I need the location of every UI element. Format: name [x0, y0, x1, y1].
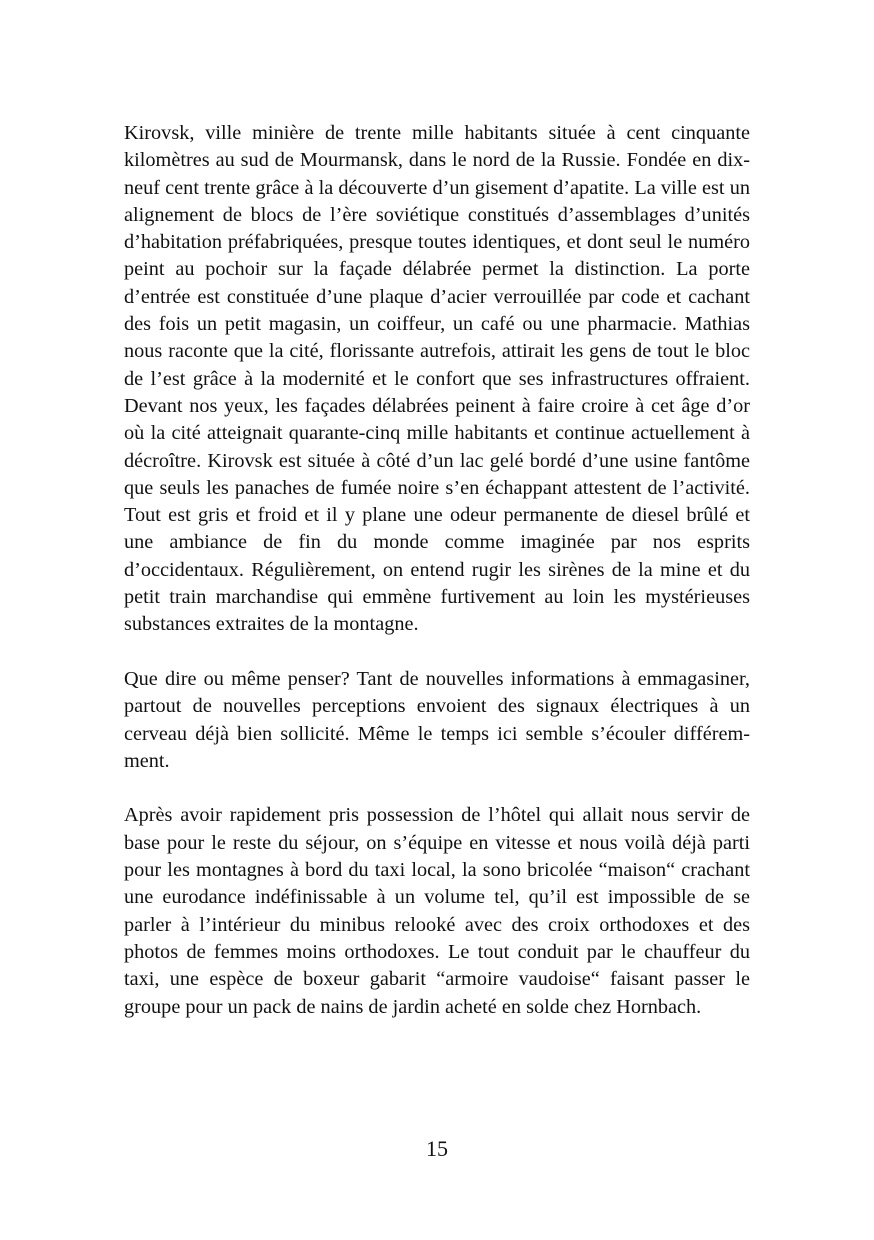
page-number: 15 — [426, 1136, 448, 1161]
paragraph-que-dire: Que dire ou même penser? Tant de nouvelles informations à emmagasiner, partout de nouvelles perceptions envoient des signaux électriques à un cerveau déjà bien sollicité. Même le temps ici semble s’écouler différemment. — [124, 667, 750, 772]
paragraph-kirovsk: Kirovsk, ville minière de trente mille habitants située à cent cinquante kilomètres au sud de Mourmansk, dans le nord de la Russie. Fondée en dix-neuf cent trente grâce à la découverte d’un gisement d’apatite. La ville est un alignement de blocs de l’ère soviétique constitués d’assemblages d’unités d’habitation préfabriquées, presque toutes identiques, et dont seul le numéro peint au pochoir sur la façade délabrée permet la distinction. La porte d’entrée est constituée d’une plaque d’acier verrouillée par code et cachant des fois un petit magasin, un coiffeur, un café ou une pharmacie. Mathias nous raconte que la cité, florissante autrefois, attirait les gens de tout le bloc de l’est grâce à la modernité et le confort que ses infrastructures offraient. Devant nos yeux, les façades délabrées peinent à faire croire à cet âge d’or où la cité atteignait quarante-cinq mille habitants et continue actuellement à décroître. Kirovsk est située à côté d’un lac gelé bordé d’une usine fantôme que seuls les panaches de fumée noire s’en échappant attestent de l’activité. Tout est gris et froid et il y plane une odeur permanente de diesel brûlé et une ambiance de fin du monde comme imaginée par nos esprits d’occidentaux. Régulièrement, on entend rugir les sirènes de la mine et du petit train marchandise qui emmène furtivement au loin les mystérieuses substances extraites de la montagne. — [124, 122, 750, 636]
body-text — [124, 120, 750, 1021]
paragraph-apres: Après avoir rapidement pris possession de l’hôtel qui allait nous servir de base pour le reste du séjour, on s’équipe en vitesse et nous voilà déjà parti pour les montagnes à bord du taxi local, la sono bricolée “maison“ crachant une eurodance indéfinissable à un volume tel, qu’il est impossible de se parler à l’intérieur du minibus relooké avec des croix orthodoxes et des photos de femmes moins orthodoxes. Le tout conduit par le chauffeur du taxi, une espèce de boxeur gabarit “armoire vaudoise“ faisant passer le groupe pour un pack de nains de jardin acheté en solde chez Hornbach. — [124, 804, 750, 1018]
